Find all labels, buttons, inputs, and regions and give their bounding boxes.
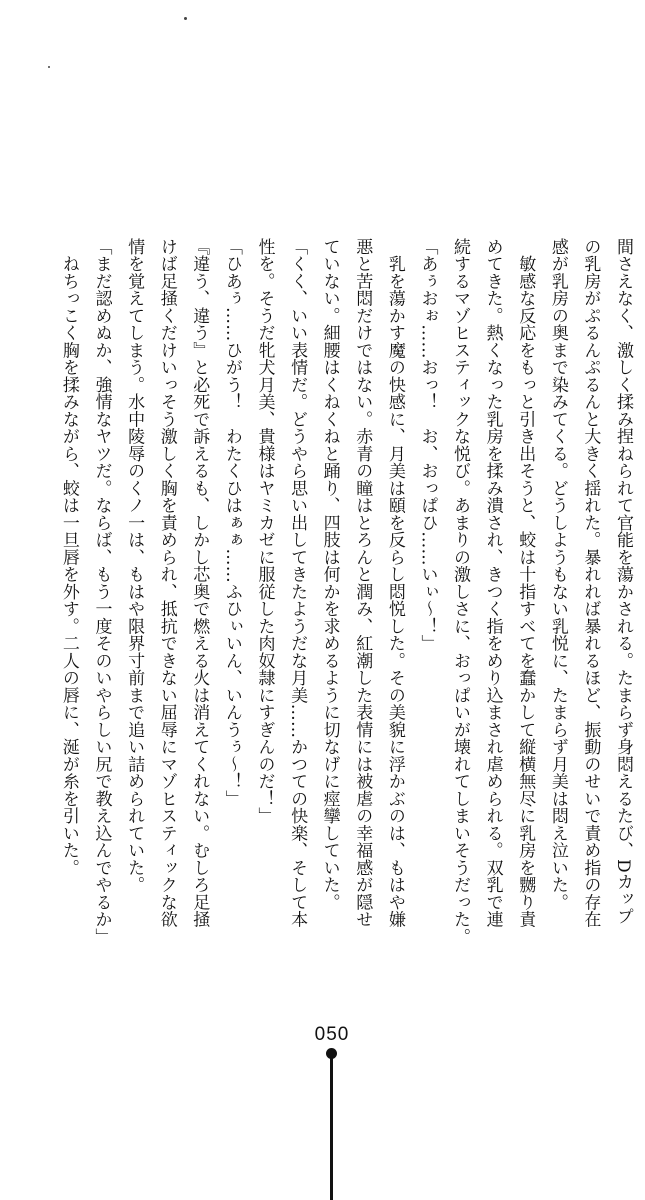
text-line: 「あぅおぉ……おっ！ お、おっぱひ……いぃ～！」 xyxy=(417,238,438,652)
text-line: 「ひあぅ……ひがう！ わたくひはぁぁ……ふひぃいん、いんうぅ～！」 xyxy=(221,238,242,808)
text-line: ていない。細腰はくねくねと踊り、四肢は何かを求めるように切なげに痙攣していた。 xyxy=(319,238,340,911)
text-line: 『違う、違う』と必死で訴えるも、しかし芯奥で燃える火は消えてくれない。むしろ足掻 xyxy=(189,238,210,928)
text-line: けば足掻くだけいっそう激しく胸を責められ、抵抗できない屈辱にマゾヒスティックな欲 xyxy=(156,238,177,928)
text-line: 間さえなく、激しく揉み捏ねられて官能を蕩かされる。たまらず身悶えるたび、Dカップ xyxy=(613,238,633,925)
page-number: 050 xyxy=(314,1024,350,1045)
text-line: 続するマゾヒスティックな悦び。あまりの激しさに、おっぱいが壊れてしまいそうだった。 xyxy=(450,238,471,946)
page-marker-line xyxy=(330,1055,333,1200)
text-line: 悪と苦悶だけではない。赤青の瞳はとろんと潤み、紅潮した表情には被虐の幸福感が隠せ xyxy=(352,238,373,928)
text-line: 「くく、いい表情だ。どうやら思い出してきたようだな月美……かつての快楽、そして本 xyxy=(287,238,308,928)
text-line: 情を覚えてしまう。水中陵辱のくノ一は、もはや限界寸前まで追い詰められていた。 xyxy=(124,238,145,894)
text-line: 性を。そうだ牝犬月美、貴様はヤミカゼに服従した肉奴隷にすぎんのだ！」 xyxy=(254,238,275,825)
text-line: めてきた。熱くなった乳房を揉み潰され、きつく指をめり込まされ虐められる。双乳で連 xyxy=(482,238,503,928)
scan-speck xyxy=(48,66,50,68)
text-line: 感が乳房の奥まで染みてくる。どうしようもない乳悦に、たまらず月美は悶え泣いた。 xyxy=(547,238,568,911)
scan-speck xyxy=(184,17,187,20)
text-line: 敏感な反応をもっと引き出そうと、蛟は十指すべてを蠢かして縦横無尽に乳房を嬲り責 xyxy=(515,238,536,928)
body-text xyxy=(52,238,639,946)
text-line: 乳を蕩かす魔の快感に、月美は頤を反らし悶悦した。その美貌に浮かぶのは、もはや嫌 xyxy=(384,238,405,928)
text-line: 「まだ認めぬか、強情なヤツだ。ならば、もう一度そのいやらしい尻で教え込んでやるか」 xyxy=(91,238,112,946)
text-line: ねちっこく胸を揉みながら、蛟は一旦唇を外す。二人の唇に、涎が糸を引いた。 xyxy=(58,238,79,877)
text-line: の乳房がぷるんぷるんと大きく揺れた。暴れれば暴れるほど、振動のせいで責め指の存在 xyxy=(580,238,601,928)
